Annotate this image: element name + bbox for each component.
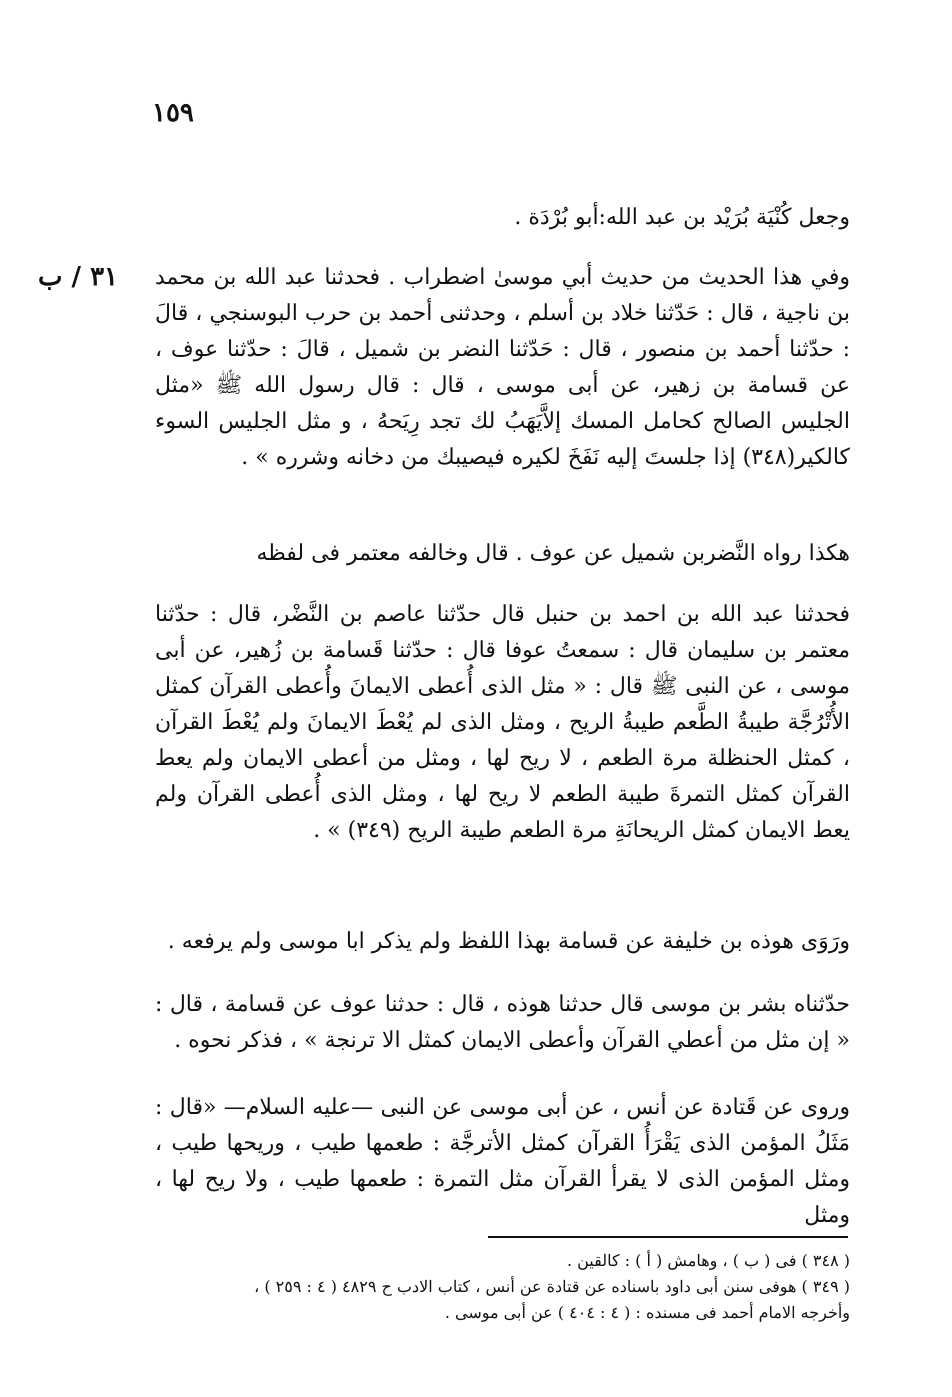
paragraph-text: ورَوَى هوذه بن خليفة عن قسامة بهذا اللفظ ولم يذكر ابا موسى ولم يرفعه . (167, 929, 850, 954)
footnotes (160, 1248, 850, 1326)
paragraph-text: وجعل كُنْيَة بُرَيْد بن عبد الله:أبو بُرْدَة . (514, 205, 850, 230)
paragraph-text: فحدثنا عبد الله بن احمد بن حنبل قال حدّثنا عاصم بن النَّضْر، قال : حدّثنا معتمر بن سليمان قال : سمعتُ عوفا قال : حدّثنا قَسامة بن زُهير، عن أبى موسى ، عن النبى ﷺ قال : « مثل الذى أُعطى الايمانَ وأُعطى القرآن كمثل الأُتْرُجَّة طيبةُ الطَّعم طيبةُ الريح ، ومثل الذى لم يُعْطَ الايمانَ ولم يُعْطَ القرآن ، كمثل الحنظلة مرة الطعم ، لا ريح لها ، ومثل من أعطى الايمان ولم يعط القرآن كمثل التمرةَ طيبة الطعم لا ريح لها ، ومثل الذى أُعطى القرآن ولم يعط الايمان كمثل الريحانَةِ مرة الطعم طيبة الريح (٣٤٩) » . (155, 602, 851, 843)
page-number: ١٥٩ (152, 98, 194, 128)
footnote-348: ( ٣٤٨ ) فى ( ب ) ، وهامش ( أ ) : كالقين . (566, 1251, 850, 1270)
paragraph-bishr (155, 987, 850, 1059)
paragraph-qatada (155, 1090, 850, 1234)
paragraph-hawdha (155, 924, 850, 960)
paragraph-hadith-jalis (155, 260, 850, 476)
paragraph-hadith-utrujja (155, 597, 850, 849)
paragraph-text: حدّثناه بشر بن موسى قال حدثنا هوذه ، قال : حدثنا عوف عن قسامة ، قال : « إن مثل من أعطي القرآن وأعطى الايمان كمثل الا ترنجة » ، فذكر نحوه . (155, 992, 850, 1053)
footnote-divider (488, 1236, 848, 1238)
paragraph-text: وفي هذا الحديث من حديث أبي موسىٰ اضطراب . فحدثنا عبد الله بن محمد بن ناجية ، قال : حَدّثنا خلاد بن أسلم ، وحدثنى أحمد بن حرب البوسنجي ، قالَ : حدّثنا أحمد بن منصور ، قال : حَدّثنا النضر بن شميل ، قالَ : حدّثنا عوف ، عن قسامة بن زهير، عن أبى موسى ، قال : قال رسول الله ﷺ «مثل الجليس الصالح كحامل المسك إلاَّيَهَبُ لك تجد رِيَحهُ ، و مثل الجليس السوء كالكير(٣٤٨) إذا جلستَ إليه نَفَخَ لكيره فيصيبك من دخانه وشرره » . (155, 265, 850, 470)
footnote-349: ( ٣٤٩ ) هوفى سنن أبى داود باسناده عن قتادة عن أنس ، كتاب الادب ح ٤٨٢٩ ( ٤ : ٢٥٩ ) ، (254, 1277, 850, 1296)
paragraph-text: هكذا رواه النَّضربن شميل عن عوف . قال وخالفه معتمر فى لفظه (256, 541, 850, 566)
margin-note: ٣١ / ب (38, 262, 119, 292)
paragraph-kunya (155, 200, 850, 236)
footnote-349-continued: وأخرجه الامام أحمد فى مسنده : ( ٤ : ٤٠٤ ) عن أبى موسى . (444, 1303, 850, 1322)
paragraph-text: وروى عن قَتادة عن أنس ، عن أبى موسى عن النبى —عليه السلام— «قال : مَثَلُ المؤمن الذى يَقْرَأُ القرآن كمثل الأترجَّة : طعمها طيب ، وريحها طيب ، ومثل المؤمن الذى لا يقرأ القرآن مثل التمرة : طعمها طيب ، ولا ريح لها ، ومثل (155, 1095, 850, 1228)
paragraph-nadr-note (155, 536, 850, 572)
